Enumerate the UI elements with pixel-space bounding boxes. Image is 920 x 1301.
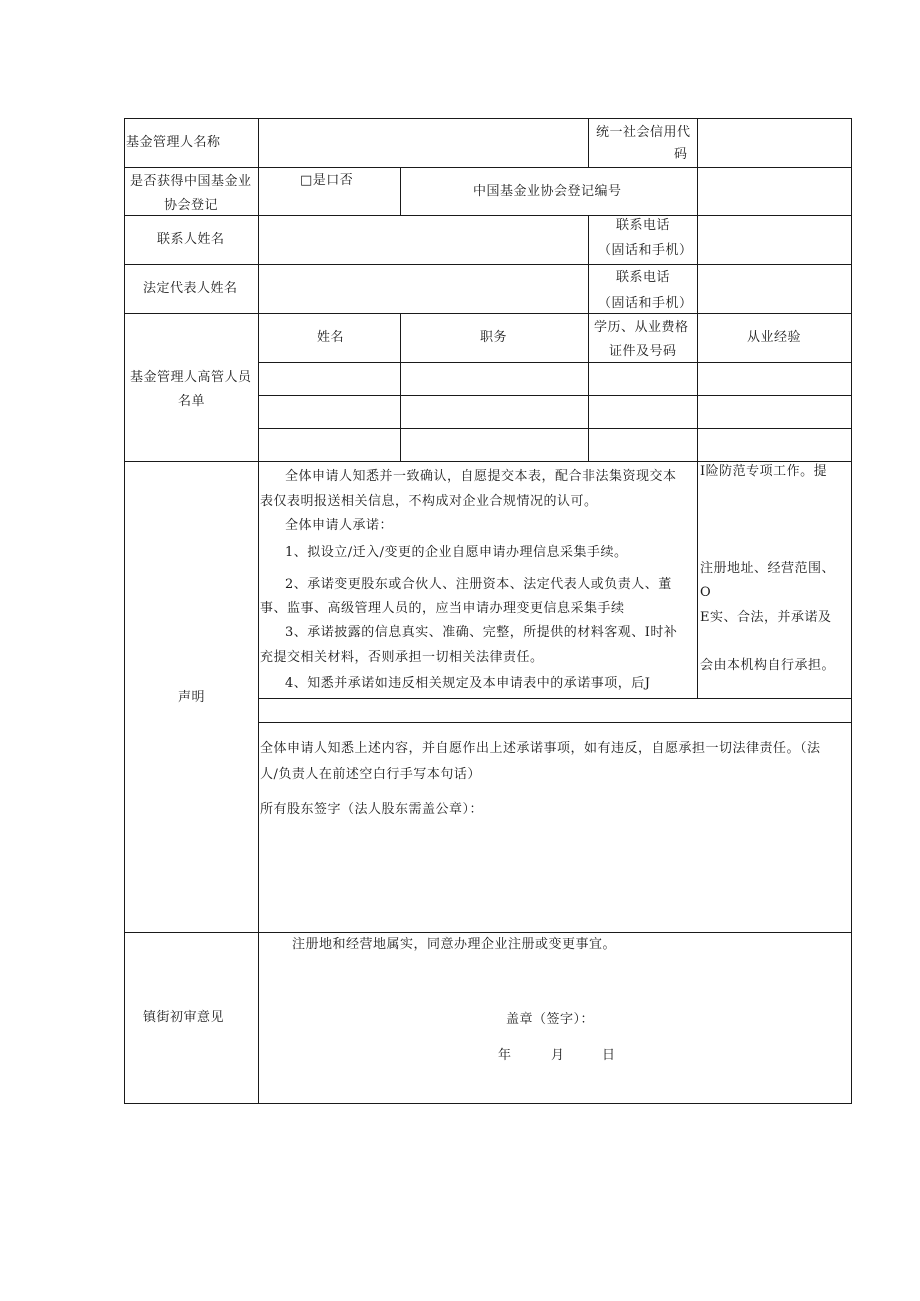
border-left [124,118,125,1104]
row-line [259,428,852,429]
header-position: 职务 [480,330,508,345]
col-line [697,167,698,215]
declaration-line: 事、监事、高级管理人员的，应当申请办理变更信息采集手续 [260,601,625,616]
row-line [259,698,852,699]
border-bottom [124,1103,852,1104]
date-month: 月 [551,1048,565,1063]
declaration-side-line: 会由本机构自行承担。 [700,658,836,673]
col-line [697,215,698,313]
header-experience: 从业经验 [747,330,802,345]
amac-number-label: 中国基金业协会登记编号 [473,184,622,199]
row-line [124,167,852,168]
declaration-line: 1、拟设立/迁入/变更的企业自愿申请办理信息采集手续。 [285,545,628,560]
col-line [258,118,259,1104]
executives-label: 基金管理人高管人员 [130,370,252,385]
review-label: 镇街初审意见 [143,1010,225,1025]
legal-phone-label: 联系电话 [616,270,671,285]
credit-code-label: 统一社会信用代 [596,125,691,140]
col-line [400,167,401,215]
review-content: 注册地和经营地属实，同意办理企业注册或变更事宜。 [292,937,617,952]
signature-label: 所有股东签字（法人股东需盖公章）： [260,802,484,817]
declaration-side-line: O [700,585,712,600]
header-qualification: 学历、从业费格 [594,320,689,335]
declaration-side-line: 注册地址、经营范围、 [700,561,836,576]
legal-phone-note: （固话和手机） [598,296,693,311]
col-line [588,313,589,461]
credit-code-label-cont: 码 [674,147,688,162]
statement-line: 全体申请人知悉上述内容，并自愿作出上述承诺事项，如有违反，自愿承担一切法律责任。（法 [260,741,821,756]
executives-label-cont: 名单 [178,394,206,409]
declaration-line: 3、承诺披露的信息真实、准确、完整，所提供的材料客观、I时补 [285,625,678,640]
row-line [259,395,852,396]
date-day: 日 [602,1048,616,1063]
col-line [588,118,589,167]
col-line [400,313,401,461]
header-qualification-cont: 证件及号码 [609,344,677,359]
declaration-side-line: E实、合法，并承诺及 [700,610,832,625]
border-right [851,118,852,1104]
row-line [259,362,852,363]
contact-name-label: 联系人姓名 [157,232,225,247]
manager-name-label: 基金管理人名称 [126,135,221,150]
declaration-label: 声明 [178,690,206,705]
legal-rep-label: 法定代表人姓名 [143,281,238,296]
declaration-line: 全体申请人承诺： [285,518,394,533]
date-year: 年 [498,1048,512,1063]
col-line [697,313,698,461]
col-line [697,118,698,167]
row-line [124,215,852,216]
header-name: 姓名 [317,330,345,345]
registered-label: 是否获得中国基金业 [130,174,252,189]
row-line [124,313,852,314]
declaration-line: 表仅表明报送相关信息，不构成对企业合规情况的认可。 [260,494,598,509]
declaration-side-line: I险防范专项工作。提 [700,464,828,479]
declaration-line: 2、承诺变更股东或合伙人、注册资本、法定代表人或负责人、董 [285,577,672,592]
row-line [124,461,852,462]
row-line [259,722,852,723]
declaration-line: 充提交相关材料，否则承担一切相关法律责任。 [260,650,544,665]
col-line [588,215,589,313]
row-line [124,932,852,933]
declaration-line: 全体申请人知悉并一致确认，自愿提交本表，配合非法集资现交本 [285,469,677,484]
yes-no-checkbox[interactable]: □是口否 [300,173,354,188]
col-line [697,461,698,698]
registered-label-cont: 协会登记 [164,198,219,213]
border-top [124,118,852,119]
contact-phone-note: （固话和手机） [598,243,693,258]
seal-label: 盖章（签字）： [506,1012,595,1027]
statement-line-cont: 人/负责人在前述空白行手写本句话） [260,767,481,782]
row-line [124,264,852,265]
declaration-line: 4、知悉并承诺如违反相关规定及本申请表中的承诺事项，后J [285,676,651,691]
contact-phone-label: 联系电话 [616,218,671,233]
